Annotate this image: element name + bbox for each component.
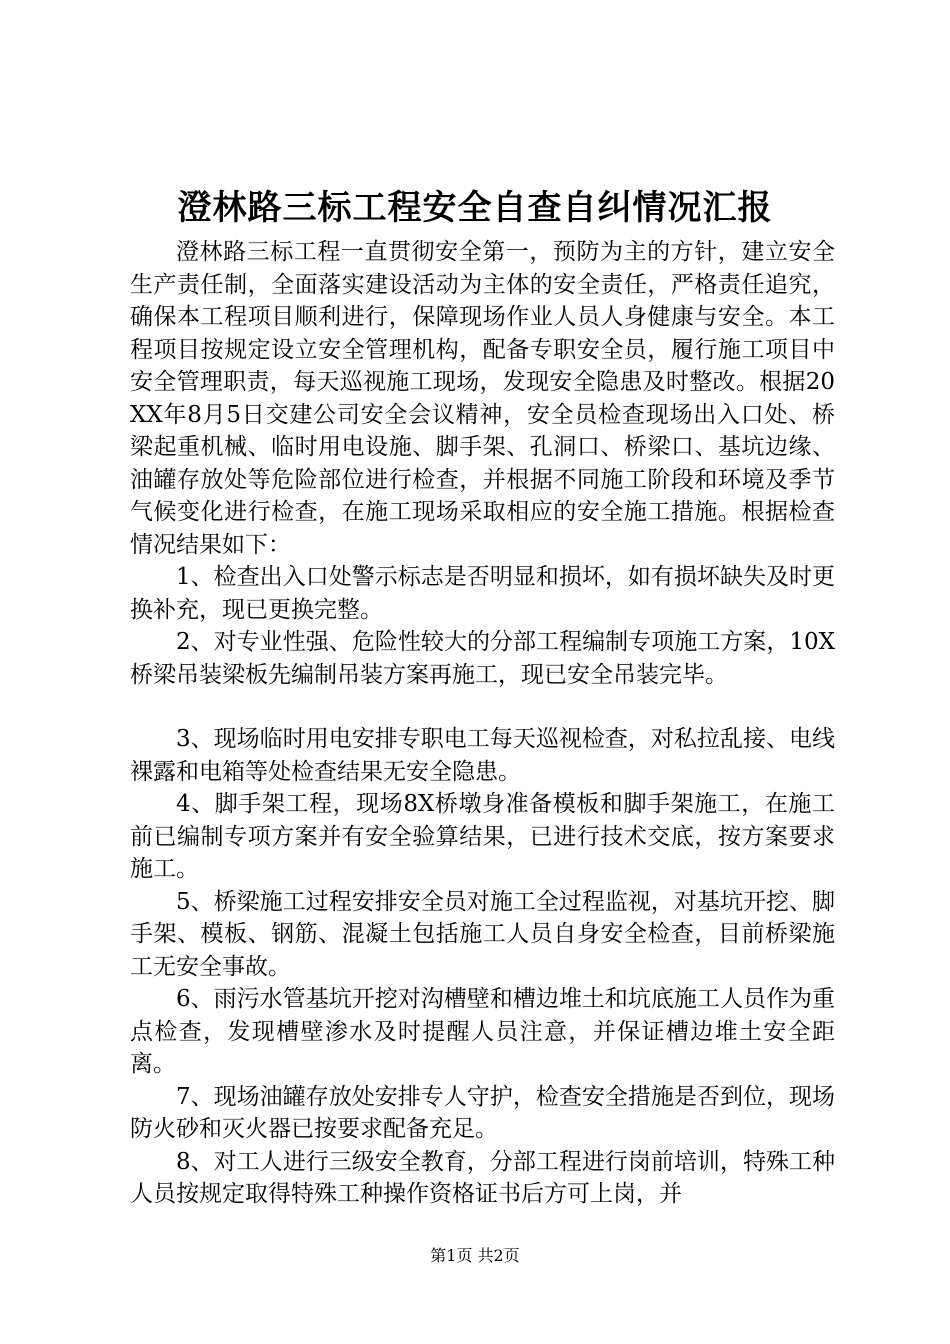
paragraph-item-7: 7、现场油罐存放处安排专人守护，检查安全措施是否到位，现场防火砂和灭火器已按要求配备充足。 (130, 1083, 835, 1142)
document-title: 澄林路三标工程安全自查自纠情况汇报 (177, 188, 773, 228)
paragraph-item-2: 2、对专业性强、危险性较大的分部工程编制专项施工方案，10X桥梁吊装梁板先编制吊装方案再施工，现已安全吊装完毕。 (130, 629, 835, 688)
page-number-footer: 第1页 共2页 (430, 1246, 520, 1265)
paragraph-item-8: 8、对工人进行三级安全教育，分部工程进行岗前培训，特殊工种人员按规定取得特殊工种操作资格证书后方可上岗，并 (130, 1148, 835, 1207)
paragraph-item-5: 5、桥梁施工过程安排安全员对施工全过程监视，对基坑开挖、脚手架、模板、钢筋、混凝土包括施工人员自身安全检查，目前桥梁施工无安全事故。 (130, 888, 835, 980)
paragraph-item-6: 6、雨污水管基坑开挖对沟槽壁和槽边堆土和坑底施工人员作为重点检查，发现槽壁渗水及时提醒人员注意，并保证槽边堆土安全距离。 (130, 986, 835, 1077)
document-body (130, 236, 835, 1211)
paragraph-item-1: 1、检查出入口处警示标志是否明显和损坏，如有损坏缺失及时更换补充，现已更换完整。 (130, 564, 835, 623)
paragraph-item-3: 3、现场临时用电安排专职电工每天巡视检查，对私拉乱接、电线裸露和电箱等处检查结果无安全隐患。 (130, 726, 835, 785)
paragraph-item-4: 4、脚手架工程，现场8X桥墩身准备模板和脚手架施工，在施工前已编制专项方案并有安全验算结果，已进行技术交底，按方案要求施工。 (130, 791, 835, 882)
paragraph-intro: 澄林路三标工程一直贯彻安全第一，预防为主的方针，建立安全生产责任制，全面落实建设活动为主体的安全责任，严格责任追究，确保本工程项目顺利进行，保障现场作业人员人身健康与安全。本工程项目按规定设立安全管理机构，配备专职安全员，履行施工项目中安全管理职责，每天巡视施工现场，发现安全隐患及时整改。根据20XX年8月5日交建公司安全会议精神，安全员检查现场出入口处、桥梁起重机械、临时用电设施、脚手架、孔洞口、桥梁口、基坑边缘、油罐存放处等危险部位进行检查，并根据不同施工阶段和环境及季节气候变化进行检查，在施工现场采取相应的安全施工措施。根据检查情况结果如下： (130, 239, 835, 558)
